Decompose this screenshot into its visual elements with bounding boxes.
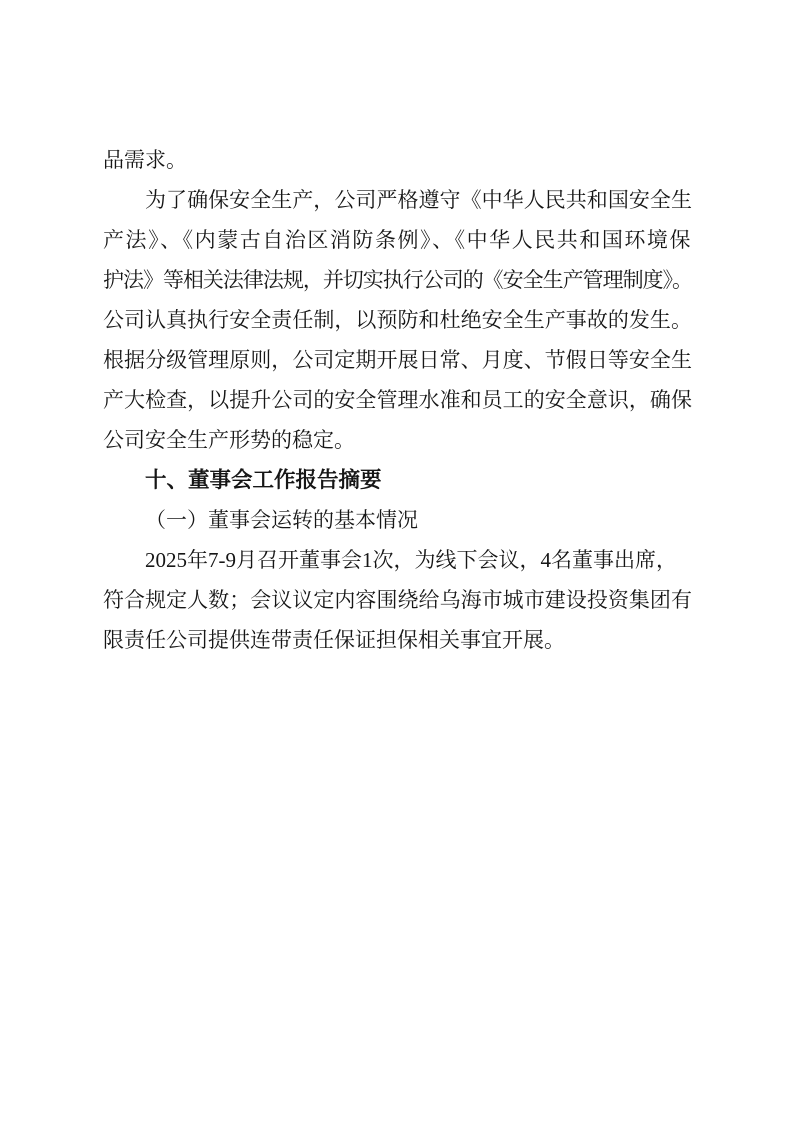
body-text: 根据分级管理原则，公司定期开展日常、月度、节假日等安全生: [103, 348, 692, 372]
body-text-line: [103, 140, 692, 180]
body-text: 公司安全生产形势的稳定。: [103, 428, 355, 452]
section-heading-text: 十、董事会工作报告摘要: [145, 468, 382, 492]
body-text: 品需求。: [103, 148, 187, 172]
subsection-heading: [103, 500, 692, 540]
body-text-line: [103, 540, 692, 580]
body-text-line: [103, 380, 692, 420]
body-text: 产大检查，以提升公司的安全管理水准和员工的安全意识，确保: [103, 388, 692, 412]
subsection-heading-text: （一）董事会运转的基本情况: [145, 508, 418, 532]
section-heading: [103, 460, 692, 500]
body-text: 公司认真执行安全责任制，以预防和杜绝安全生产事故的发生。: [103, 308, 692, 332]
body-text-line: [103, 620, 692, 660]
body-text-line: [103, 580, 692, 620]
body-text: 限责任公司提供连带责任保证担保相关事宜开展。: [103, 628, 565, 652]
body-text-line: [103, 420, 692, 460]
body-text-line: [103, 300, 692, 340]
body-text: 2025年7-9月召开董事会1次，为线下会议，4名董事出席，: [145, 548, 677, 572]
body-text-line: [103, 340, 692, 380]
body-text: 产法》、《内蒙古自治区消防条例》、《中华人民共和国环境保: [103, 228, 692, 252]
body-text-line: [103, 220, 692, 260]
body-text: 符合规定人数；会议议定内容围绕给乌海市城市建设投资集团有: [103, 588, 692, 612]
body-text-line: [103, 260, 692, 300]
document-text-block: [103, 140, 692, 660]
body-text: 护法》等相关法律法规，并切实执行公司的《安全生产管理制度》。: [103, 268, 692, 292]
body-text: 为了确保安全生产，公司严格遵守《中华人民共和国安全生: [145, 188, 692, 212]
body-text-line: [103, 180, 692, 220]
